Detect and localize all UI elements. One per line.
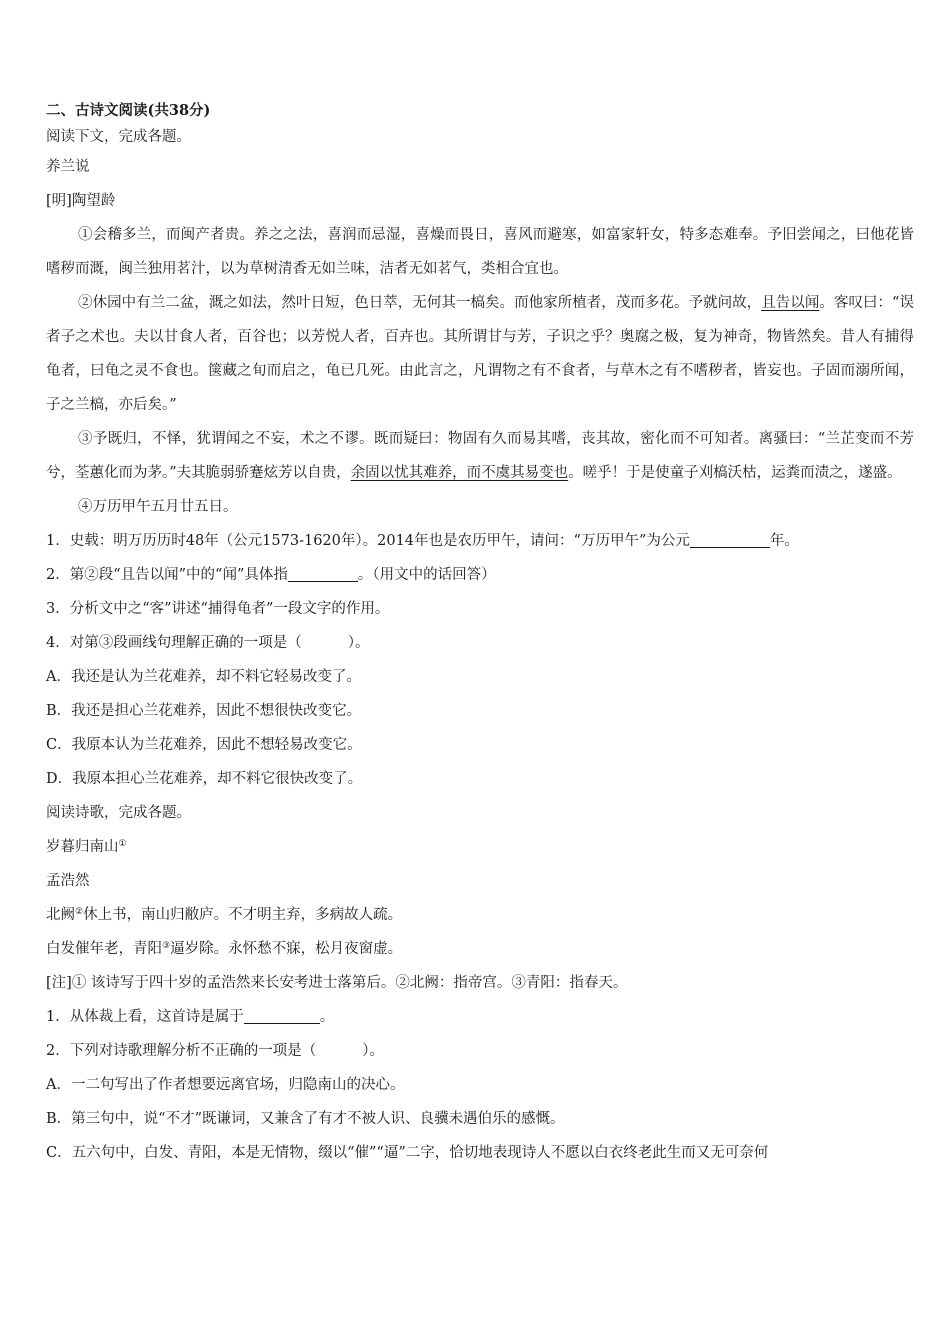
prose-title: 养兰说: [46, 159, 90, 175]
prose-author: [明]陶望龄: [46, 193, 116, 209]
footnote-marker: ②: [75, 907, 84, 917]
prose-paragraph-2: [46, 286, 914, 422]
poem-line-1: 北阙②休上书，南山归敝庐。不才明主弃，多病故人疏。: [46, 907, 403, 923]
prose-question-3: 3．分析文中之“客”讲述“捕得龟者”一段文字的作用。: [46, 601, 390, 617]
poem-author: 孟浩然: [46, 873, 90, 889]
poem-question-2: 2．下列对诗歌理解分析不正确的一项是（ ）。: [46, 1043, 384, 1059]
section-title: 二、古诗文阅读(共38分): [46, 102, 211, 119]
poem-option-c: C．五六句中，白发、青阳，本是无情物，缀以“催”“逼”二字，恰切地表现诗人不愿以白衣终老此生而又无可奈何: [46, 1145, 769, 1161]
option-a: A．我还是认为兰花难养，却不料它轻易改变了。: [46, 669, 361, 685]
prose-paragraph-4: ④万历甲午五月廿五日。: [78, 499, 238, 515]
option-b: B．我还是担心兰花难养，因此不想很快改变它。: [46, 703, 362, 719]
option-d: D．我原本担心兰花难养，却不料它很快改变了。: [46, 771, 363, 787]
poem-question-1: 1．从体裁上看，这首诗是属于 。: [46, 1009, 335, 1025]
prose-paragraph-1: ①会稽多兰，而闽产者贵。养之之法，喜润而忌湿，喜燥而畏日，喜风而避寒，如富家轩女，特多态难奉。予旧尝闻之，曰他花皆嗜秽而溉，闽兰独用茗汁，以为草树清香无如兰味，洁者无如茗气，类相合宜也。: [46, 227, 914, 277]
footnote-marker: ①: [118, 839, 127, 849]
poem-option-b: B．第三句中，说“不才”既谦词，又兼含了有才不被人识、良骥未遇伯乐的感慨。: [46, 1111, 565, 1127]
answer-blank[interactable]: [690, 531, 770, 548]
poem-instruction: 阅读诗歌，完成各题。: [46, 805, 191, 821]
prose-paragraph-3: [46, 422, 914, 490]
prose-question-4: 4．对第③段画线句理解正确的一项是（ ）。: [46, 635, 370, 651]
answer-blank[interactable]: [288, 565, 358, 582]
paragraph-3-text-b: 。嗟乎！于是使童子刈槁沃枯，运粪而渍之，遂盛。: [568, 465, 902, 481]
answer-blank[interactable]: [244, 1007, 320, 1024]
poem-option-a: A．一二句写出了作者想要远离官场，归隐南山的决心。: [46, 1077, 405, 1093]
underlined-sentence: 余固以忧其难养，而不虞其易变也: [350, 465, 569, 481]
poem-annotation: [注]① 该诗写于四十岁的孟浩然来长安考进士落第后。②北阙：指帝宫。③青阳：指春天。: [46, 975, 628, 991]
poem-title: 岁暮归南山①: [46, 839, 127, 855]
paragraph-2-text-b: 。客叹曰：“误者子之术也。夫以甘食人者，百谷也；以芳悦人者，百卉也。其所谓甘与芳，子识之乎？奥腐之极，复为神奇，物皆然矣。昔人有捕得龟者，曰龟之灵不食也。箧藏之旬而启之，龟已几死。由此言之，凡谓物之有不食者，与草木之有不嗜秽者，皆妄也。子固而溺所闻，子之兰槁，亦后矣。”: [46, 295, 915, 413]
reading-instruction: 阅读下文，完成各题。: [46, 129, 191, 145]
footnote-marker: ③: [162, 941, 171, 951]
paragraph-3-text-a: ③予既归，不怿，犹谓闻之不妄，术之不谬。既而疑曰：物固有久而易其嗜，丧其故，密化而不可知者。离骚曰：“兰芷变而不芳兮，荃蕙化而为茅。”夫其脆弱骄蹇炫芳以自贵，: [46, 431, 914, 481]
poem-line-2: 白发催年老，青阳③逼岁除。永怀愁不寐，松月夜窗虚。: [46, 941, 403, 957]
option-c: C．我原本认为兰花难养，因此不想轻易改变它。: [46, 737, 362, 753]
paragraph-2-text-a: ②休园中有兰二盆，溉之如法，然叶日短，色日萃，无何其一槁矣。而他家所植者，茂而多花。予就问故，: [78, 295, 762, 311]
prose-question-1: 1．史载：明万历历时48年（公元1573-1620年）。2014年也是农历甲午，请问：“万历甲午”为公元 年。: [46, 533, 799, 549]
underlined-phrase: 且告以闻: [761, 295, 820, 311]
exam-page: [46, 98, 914, 1170]
prose-question-2: 2．第②段“且告以闻”中的“闻”具体指 。（用文中的话回答）: [46, 567, 496, 583]
